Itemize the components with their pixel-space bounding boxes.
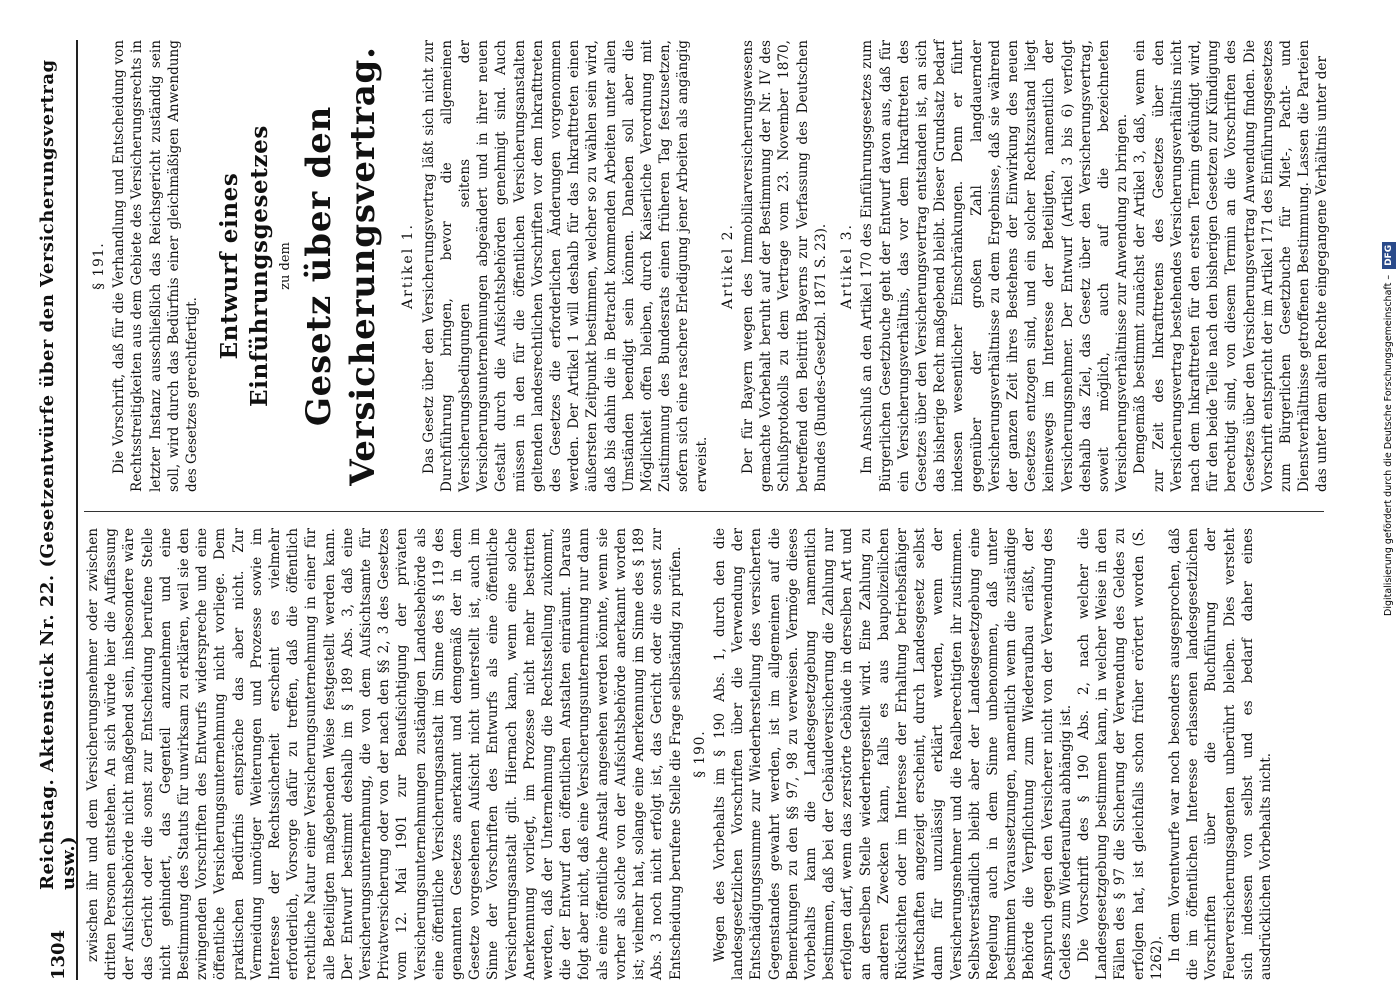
draft-title-connector: zu dem [278,242,294,290]
paragraph: Im Anschluß an den Artikel 170 des Einführungsgesetzes zum Bürgerlichen Gesetzbuche geht der Entwurf davon aus, daß für ein Versicherungsverhältnis, das vor dem Inkrafttreten des Gesetzes über den Versicherungsvertrag entstanden ist, an sich das bisherige Recht maßgebend bleibt. Dieser Grundsatz bedarf indessen wesentlicher Einschränkungen. Denn er führt gegenüber der großen Zahl langdauernder Versicherungsverhältnisse zu dem Ergebnisse, daß sie während der ganzen Zeit ihres Bestehens der Einwirkung des neuen Gesetzes entzogen sind, und ein solcher Rechtszustand liegt keineswegs im Interesse der Beteiligten, namentlich der Versicherungsnehmer. Der Entwurf (Artikel 3 bis 6) verfolgt deshalb das Ziel, das Gesetz über den Versicherungsvertrag, soweit möglich, auch auf die bezeichneten Versicherungsverhältnisse zur Anwendung zu bringen. [859,40,1131,492]
section-heading-190: § 190. [691,730,708,778]
column-divider [84,511,1324,512]
article-heading-1: Artikel 1. [400,223,417,309]
paragraph: zwischen ihr und dem Versicherungsnehmer oder zwischen dritten Personen entstehen. An sich würde hier die Auffassung der Aufsichtsbehörde nicht maßgebend sein, insbesondere wäre das Gericht oder die sonst zur Entscheidung berufene Stelle nicht gehindert, das Gegenteil anzunehmen und eine Bestimmung des Statuts für unwirksam zu erklären, weil sie den zwingenden Vorschriften des Entwurfs widerspreche und eine öffentliche Versicherungsunternehmung nicht vorliege. Dem praktischen Bedürfnis entspräche das aber nicht. Zur Vermeidung unnötiger Weiterungen und Prozesse sowie im Interesse der Rechtssicherheit erscheint es vielmehr erforderlich, Vorsorge dafür zu treffen, daß die öffentlich rechtliche Natur einer Versicherungsunternehmung in einer für alle Beteiligten maßgebenden Weise festgestellt werden kann. Der Entwurf bestimmt deshalb im § 189 Abs. 3, daß eine Versicherungsunternehmung, die von dem Aufsichtsamte für Privatversicherung oder von der nach den §§ 2, 3 des Gesetzes vom 12. Mai 1901 zur Beaufsichtigung der privaten Versicherungsunternehmungen zuständigen Landesbehörde als eine öffentliche Versicherungsanstalt im Sinne des § 119 des genannten Gesetzes anerkannt und demgemäß der in dem Gesetze vorgesehenen Aufsicht nicht unterstellt ist, auch im Sinne der Vorschriften des Entwurfs als eine öffentliche Versicherungsanstalt gilt. Hiernach kann, wenn eine solche Anerkennung vorliegt, im Prozesse nicht mehr bestritten werden, daß der Unternehmung die Rechtsstellung zukommt, die der Entwurf den öffentlichen Anstalten einräumt. Daraus folgt aber nicht, daß eine Versicherungsunternehmung nur dann als eine öffentliche Anstalt angesehen werden könnte, wenn sie vorher als solche von der Aufsichtsbehörde anerkannt worden ist; vielmehr hat, solange eine Anerkennung im Sinne des § 189 Abs. 3 noch nicht erfolgt ist, das Gericht oder die sonst zur Entscheidung berufene Stelle die Frage selbständig zu prüfen. [85,528,684,980]
paragraph: Die Vorschrift, daß für die Verhandlung und Entscheidung von Rechtsstreitigkeiten aus dem Gebiete des Versicherungsrechts in letzter Instanz ausschließlich das Reichsgericht zuständig sein soll, wird durch das Bedürfnis einer gleichmäßigen Anwendung des Gesetzes gerechtfertigt. [111,40,201,492]
paragraph: Das Gesetz über den Versicherungsvertrag läßt sich nicht zur Durchführung bringen, bevor die allgemeinen Versicherungsbedingungen seitens der Versicherungsunternehmungen abgeändert und in ihrer neuen Gestalt durch die Aufsichtsbehörden genehmigt sind. Auch müssen in den für die öffentlichen Versicherungsanstalten geltenden landesrechtlichen Vorschriften vor dem Inkrafttreten des Gesetzes die erforderlichen Änderungen vorgenommen werden. Der Artikel 1 will deshalb für das Inkrafttreten einen äußersten Zeitpunkt bestimmen, welcher so zu wählen sein wird, daß bis dahin die in Betracht kommenden Arbeiten unter allen Umständen beendigt sein können. Daneben soll aber die Möglichkeit offen bleiben, durch Kaiserliche Verordnung mit Zustimmung des Bundesrats einen früheren Tag festzusetzen, sofern sich eine raschere Erledigung jener Arbeiten als angängig erweist. [420,40,710,492]
right-column [84,40,1334,492]
section-heading-191: § 191. [91,242,107,290]
law-title: Gesetz über den Versicherungsvertrag. [299,46,384,486]
paragraph: Der für Bayern wegen des Immobiliarversicherungswesens gemachte Vorbehalt beruht auf der Bestimmung der Nr. IV des Schlußprotokolls zu dem Vertrage vom 23. November 1870, betreffend den Beitritt Bayerns zur Verfassung des Deutschen Bundes (Bundes-Gesetzbl. 1871 S. 23). [740,40,829,492]
paragraph: Demgemäß bestimmt zunächst der Artikel 3, daß, wenn ein zur Zeit des Inkrafttretens des Gesetzes über den Versicherungsvertrag bestehendes Versicherungsverhältnis nicht nach dem Inkrafttreten für den ersten Termin gekündigt wird, für den beide Teile nach den bisherigen Gesetzen zur Kündigung berechtigt sind, von diesem Termin an die Vorschriften des Gesetzes über den Versicherungsvertrag Anwendung finden. Die Vorschrift entspricht der im Artikel 171 des Einführungsgesetzes zum Bürgerlichen Gesetzbuche für Miet-, Pacht- und Dienstverhältnisse getroffenen Bestimmung. Lassen die Parteien das unter dem alten Rechte eingegangene Verhältnis unter der [1132,40,1331,492]
digitization-text: Digitalisierung gefördert durch die Deutsche Forschungsgemeinschaft – [1383,274,1394,616]
left-column [84,528,1334,980]
paragraph: Wegen des Vorbehalts im § 190 Abs. 1, durch den die landesgesetzlichen Vorschriften über die Verwendung der Entschädigungssumme zur Wiederherstellung des versicherten Gegenstandes gewahrt werden, ist im allgemeinen auf die Bemerkungen zu den §§ 97, 98 zu verweisen. Vermöge dieses Vorbehalts kann die Landesgesetzgebung namentlich bestimmen, daß bei der Gebäudeversicherung die Zahlung nur erfolgen darf, wenn das zerstörte Gebäude in derselben Art und an derselben Stelle wiederhergestellt wird. Eine Zahlung zu anderen Zwecken kann, falls es aus baupolizeilichen Rücksichten oder im Interesse der Erhaltung betriebsfähiger Wirtschaften angezeigt erscheint, durch Landesgesetz selbst dann für unzulässig erklärt werden, wenn der Versicherungsnehmer und die Realberechtigten ihr zustimmen. Selbstverständlich bleibt aber der Landesgesetzgebung eine Regelung auch in dem Sinne unbenommen, daß unter bestimmten Voraussetzungen, namentlich wenn die zuständige Behörde die Verpflichtung zum Wiederaufbau erläßt, der Anspruch gegen den Versicherer nicht von der Verwendung des Geldes zum Wiederaufbau abhängig ist. [711,528,1074,980]
running-title: Reichstag. Aktenstück Nr. 22. (Gesetzentwürfe über den Versicherungsvertrag usw.) [37,59,79,890]
dfg-logo: DFG [1382,242,1396,269]
paragraph: Die Vorschrift des § 190 Abs. 2, nach welcher die Landesgesetzgebung bestimmen kann, in welcher Weise in den Fällen des § 97 die Sicherung der Verwendung des Geldes zu erfolgen hat, ist gleichfalls schon früher erörtert worden (S. 1262). [1075,528,1165,980]
page-header [37,40,79,980]
article-heading-2: Artikel 2. [719,223,736,309]
article-heading-3: Artikel 3. [839,223,856,309]
draft-title: Entwurf eines Einführungsgesetzes [216,125,274,407]
page-number: 1304 [47,929,69,980]
paragraph: In dem Vorentwurfe war noch besonders ausgesprochen, daß die im öffentlichen Interesse erlassenen landesgesetzlichen Vorschriften über die Buchführung der Feuerversicherungsagenten unberührt bleiben. Dies versteht sich indessen von selbst und es bedarf daher eines ausdrücklichen Vorbehalts nicht. [1166,528,1274,980]
digitization-note [1362,6,1394,616]
rotated-document-page [37,40,1340,980]
